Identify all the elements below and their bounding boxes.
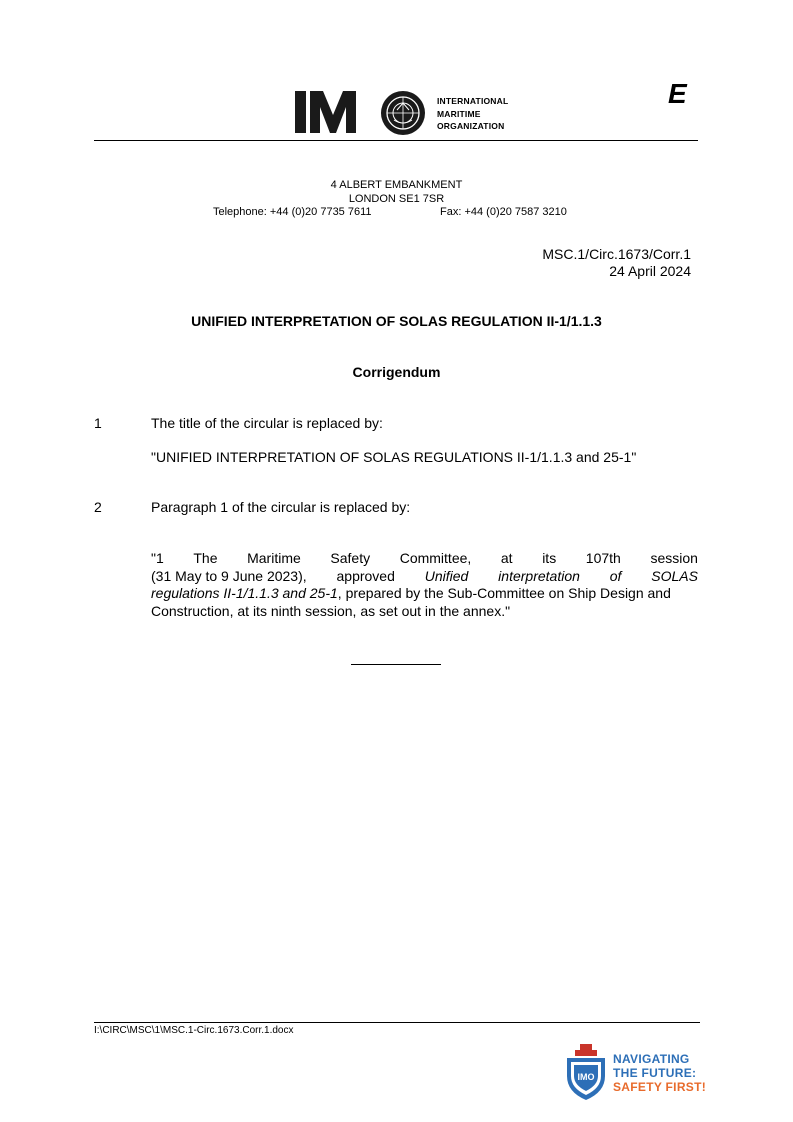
quote-word: Safety bbox=[330, 550, 371, 566]
quote-word: at bbox=[500, 550, 513, 566]
quote-italic-word: interpretation bbox=[498, 567, 580, 584]
quote-italic-text: regulations II-1/1.1.3 and 25-1 bbox=[151, 585, 338, 601]
quote-text: approved bbox=[336, 567, 395, 584]
address-line: 4 ALBERT EMBANKMENT bbox=[330, 179, 463, 191]
quote-word: 107th bbox=[585, 550, 621, 566]
un-emblem-icon bbox=[380, 90, 426, 136]
file-path: I:\CIRC\MSC\1\MSC.1-Circ.1673.Corr.1.docx bbox=[94, 1025, 294, 1036]
quote-word: session bbox=[650, 550, 698, 566]
address-line: LONDON SE1 7SR bbox=[348, 193, 445, 205]
org-name-block bbox=[437, 95, 508, 133]
paragraph-text: Paragraph 1 of the circular is replaced by: bbox=[151, 499, 411, 515]
quote-word: Maritime bbox=[247, 550, 301, 566]
page-subtitle: Corrigendum bbox=[352, 364, 441, 380]
paragraph-text: The title of the circular is replaced by: bbox=[151, 415, 383, 431]
quote-word: The bbox=[193, 550, 218, 566]
quote-text: , prepared by the Sub-Committee on Ship Design and bbox=[337, 585, 671, 601]
fax: Fax: +44 (0)20 7587 3210 bbox=[440, 206, 567, 218]
imo-logo bbox=[295, 89, 385, 135]
quote-line bbox=[151, 585, 698, 603]
imo-logo-text bbox=[295, 89, 393, 135]
quote-italic-word: Unified bbox=[424, 567, 469, 584]
end-divider bbox=[351, 664, 441, 665]
quote-text: (31 May to 9 June 2023), bbox=[151, 567, 307, 584]
quote-line bbox=[151, 568, 698, 586]
document-symbol: MSC.1/Circ.1673/Corr.1 bbox=[542, 246, 691, 262]
quote-word: "1 bbox=[151, 550, 164, 566]
paragraph-quote-block bbox=[151, 550, 698, 620]
campaign-line: NAVIGATING bbox=[613, 1052, 690, 1066]
quote-word: its bbox=[542, 550, 557, 566]
org-name-line: MARITIME bbox=[437, 108, 481, 119]
org-name-line: ORGANIZATION bbox=[437, 121, 505, 131]
quote-word: Committee, bbox=[399, 550, 472, 566]
header-divider bbox=[94, 140, 698, 141]
paragraph-number: 2 bbox=[94, 499, 102, 515]
quote-italic-word: of bbox=[609, 567, 622, 584]
campaign-slogan bbox=[613, 1052, 706, 1094]
paragraph-quote: "UNIFIED INTERPRETATION OF SOLAS REGULATIONS II-1/1.1.3 and 25-1" bbox=[151, 449, 637, 465]
campaign-line: THE FUTURE: bbox=[613, 1066, 697, 1080]
footer-divider bbox=[94, 1022, 700, 1023]
paragraph-number: 1 bbox=[94, 415, 102, 431]
quote-line bbox=[151, 550, 698, 568]
campaign-badge-icon bbox=[563, 1042, 609, 1102]
page-title: UNIFIED INTERPRETATION OF SOLAS REGULATION II-1/1.1.3 bbox=[191, 313, 602, 329]
quote-italic-word: SOLAS bbox=[651, 567, 698, 584]
quote-line: Construction, at its ninth session, as set out in the annex." bbox=[151, 602, 511, 619]
telephone: Telephone: +44 (0)20 7735 7611 bbox=[213, 206, 372, 218]
campaign-line: SAFETY FIRST! bbox=[613, 1080, 707, 1094]
document-date: 24 April 2024 bbox=[609, 263, 691, 279]
org-name-line: INTERNATIONAL bbox=[437, 96, 509, 106]
badge-text: IMO bbox=[577, 1072, 595, 1082]
language-code: E bbox=[668, 78, 687, 109]
